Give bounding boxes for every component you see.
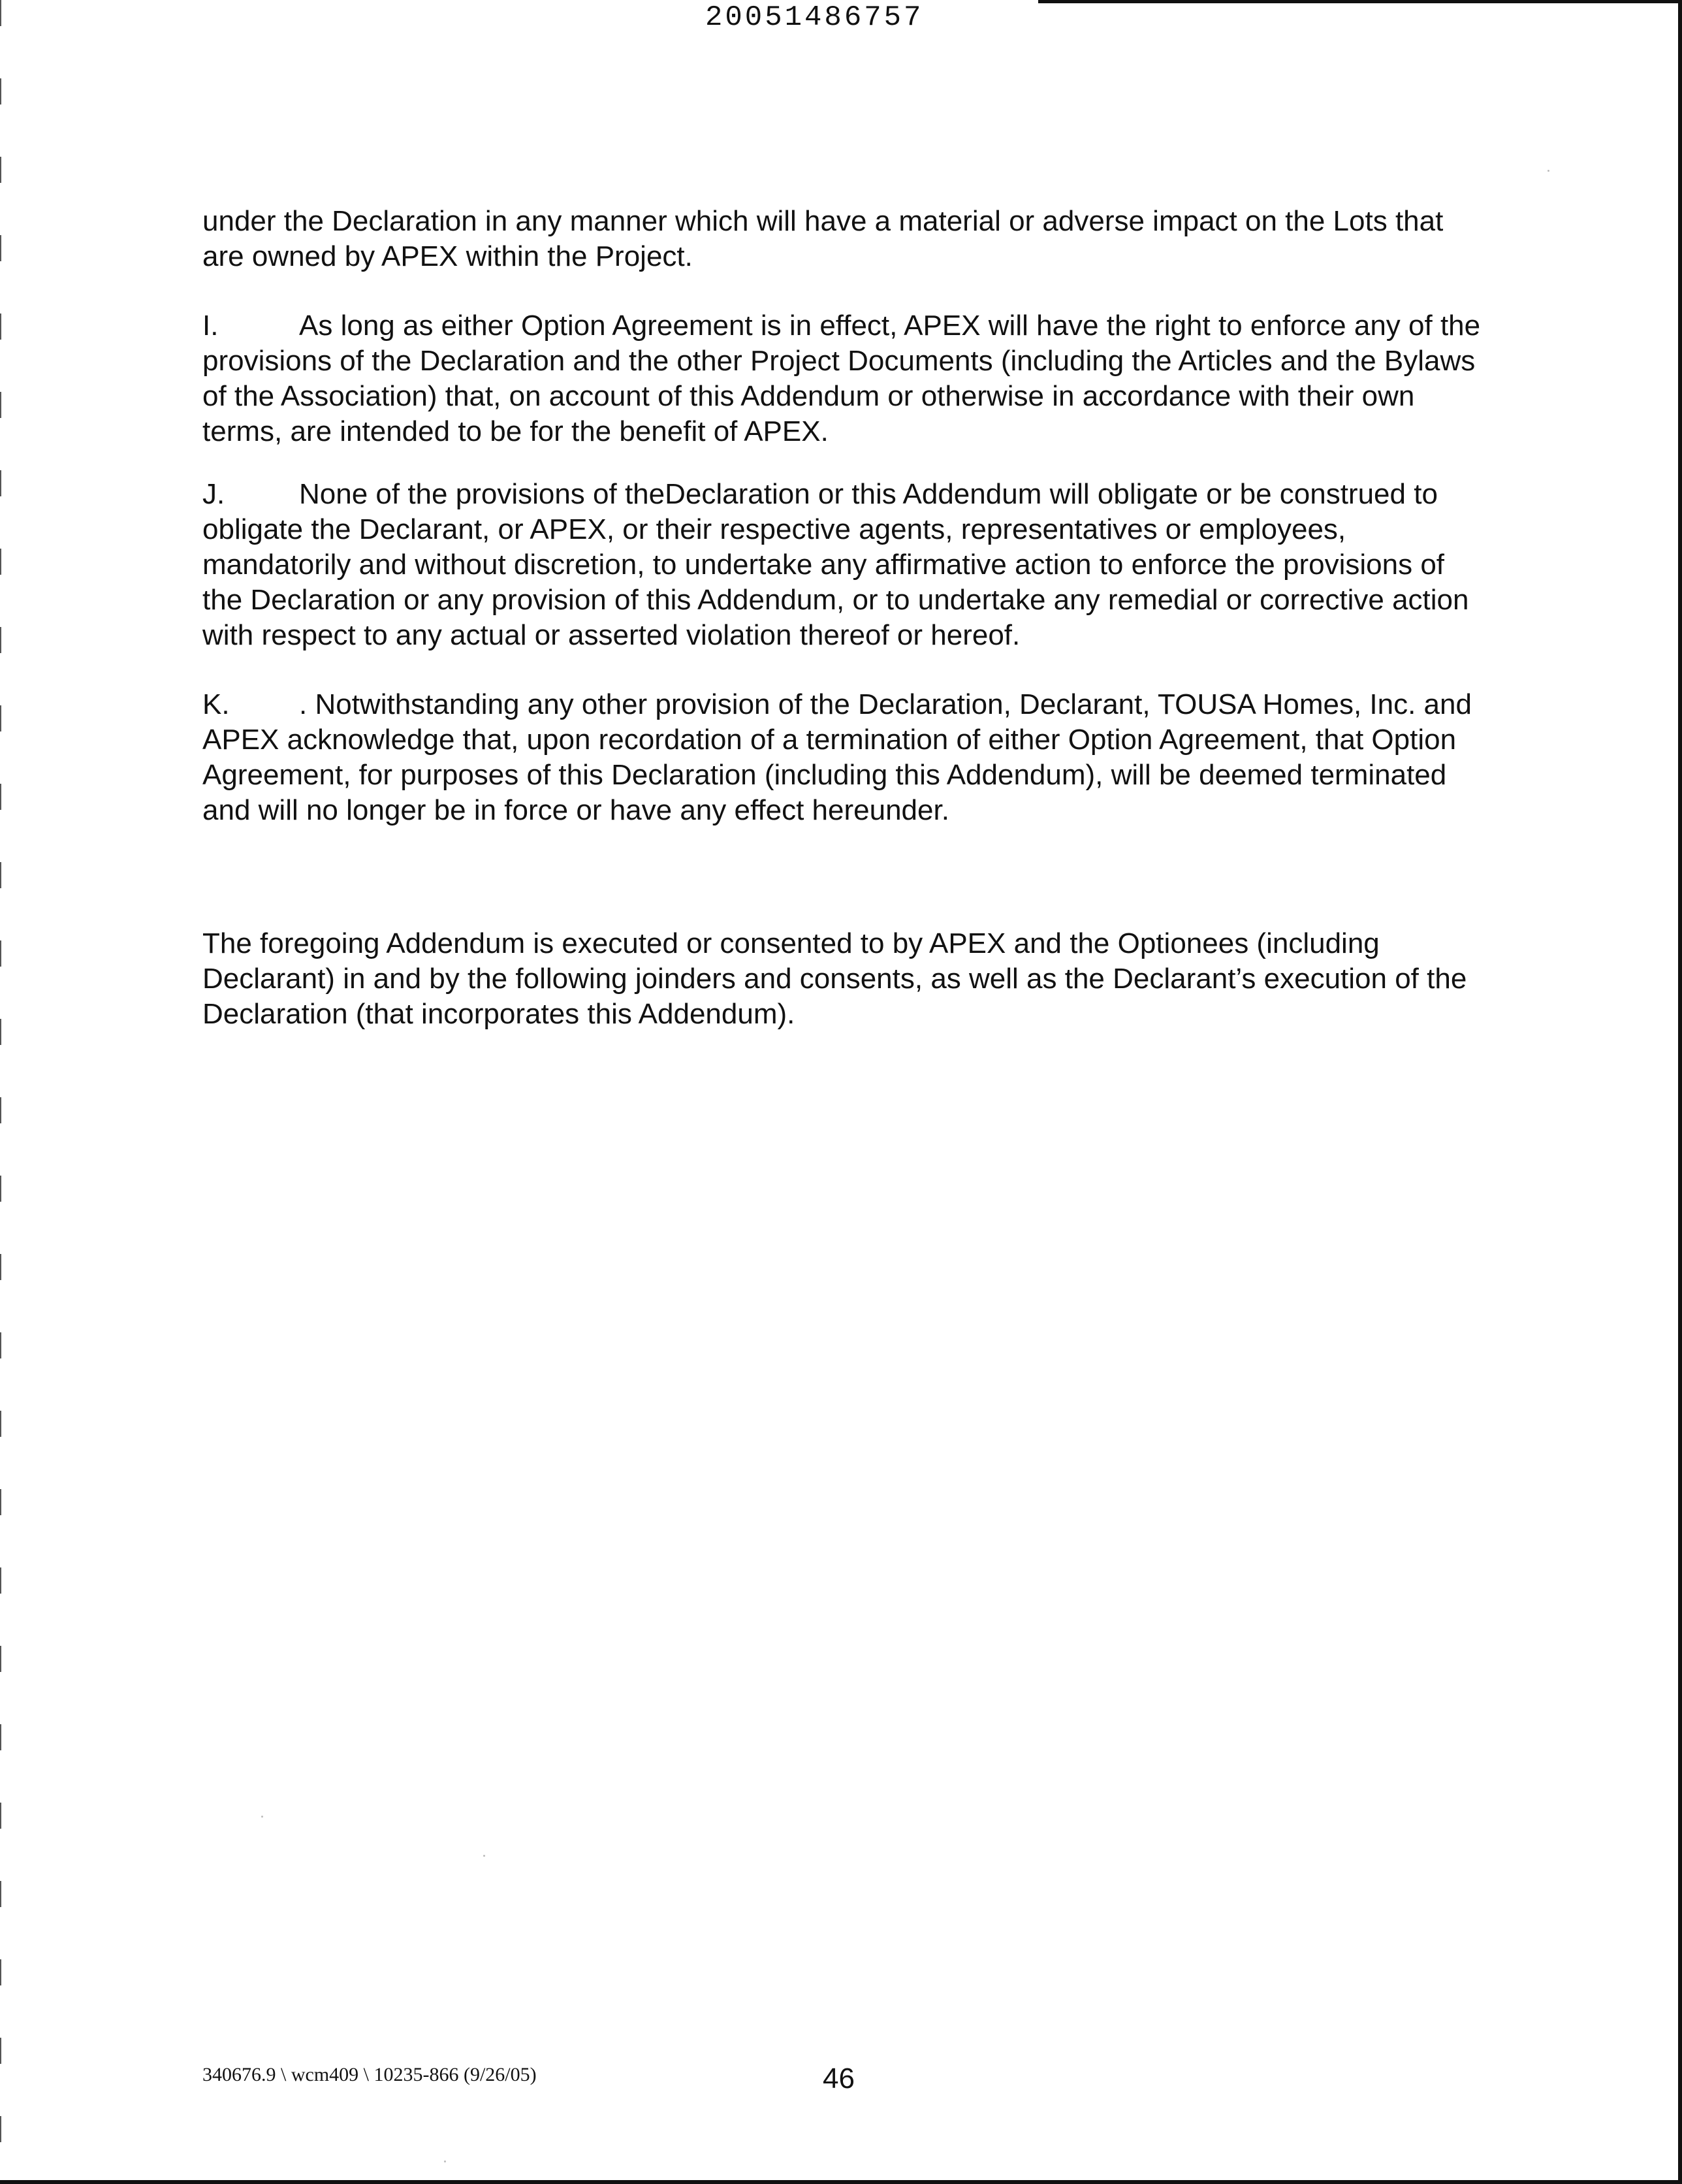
page-frame-right — [1678, 0, 1682, 2184]
scan-speck — [444, 2160, 446, 2162]
paragraph-text: The foregoing Addendum is executed or consented to by APEX and the Optionees (including Declarant) in and by the following joinders and consents, as well as the Declarant’s execution of the Declaration (that incorporates this Addendum). — [202, 927, 1467, 1030]
paragraph-text: under the Declaration in any manner which will have a material or adverse impact on the Lots that are owned by APEX within the Project. — [202, 205, 1444, 272]
paragraph-i — [202, 308, 1482, 449]
footer-reference: 340676.9 \ wcm409 \ 10235-866 (9/26/05) — [202, 2064, 537, 2085]
paragraph-execution — [202, 926, 1482, 1032]
paragraph-continuation — [202, 204, 1482, 274]
paragraph-text: . Notwithstanding any other provision of the Declaration, Declarant, TOUSA Homes, Inc. and APEX acknowledge that, upon recordation of a termination of either Option Agreement, that Option Agreement, for purposes of this Declaration (including this Addendum), will be deemed terminated and will no longer be in force or have any effect hereunder. — [202, 688, 1472, 826]
document-number: 20051486757 — [705, 1, 924, 34]
page-number: 46 — [823, 2063, 855, 2095]
scan-speck — [483, 1855, 485, 1857]
page-frame-left — [0, 0, 1, 2184]
page-frame-bottom — [0, 2180, 1682, 2184]
paragraph-letter: K. — [202, 688, 230, 720]
paragraph-letter: J. — [202, 478, 225, 510]
scan-speck — [1547, 170, 1549, 172]
paragraph-text: As long as either Option Agreement is in effect, APEX will have the right to enforce any of the provisions of the Declaration and the other Project Documents (including the Articles and the Bylaws of the Association) that, on account of this Addendum or otherwise in accordance with their own terms, are intended to be for the benefit of APEX. — [202, 310, 1481, 447]
paragraph-j — [202, 477, 1482, 653]
page-frame-top — [1038, 0, 1682, 3]
scan-speck — [261, 1816, 263, 1818]
paragraph-letter: I. — [202, 310, 219, 342]
paragraph-k — [202, 687, 1482, 828]
paragraph-text: None of the provisions of theDeclaration or this Addendum will obligate or be construed to obligate the Declarant, or APEX, or their respective agents, representatives or employees, mandatorily and without discretion, to undertake any affirmative action to enforce the provisions of the Declaration or any provision of this Addendum, or to undertake any remedial or corrective action with respect to any actual or asserted violation thereof or hereof. — [202, 478, 1469, 651]
